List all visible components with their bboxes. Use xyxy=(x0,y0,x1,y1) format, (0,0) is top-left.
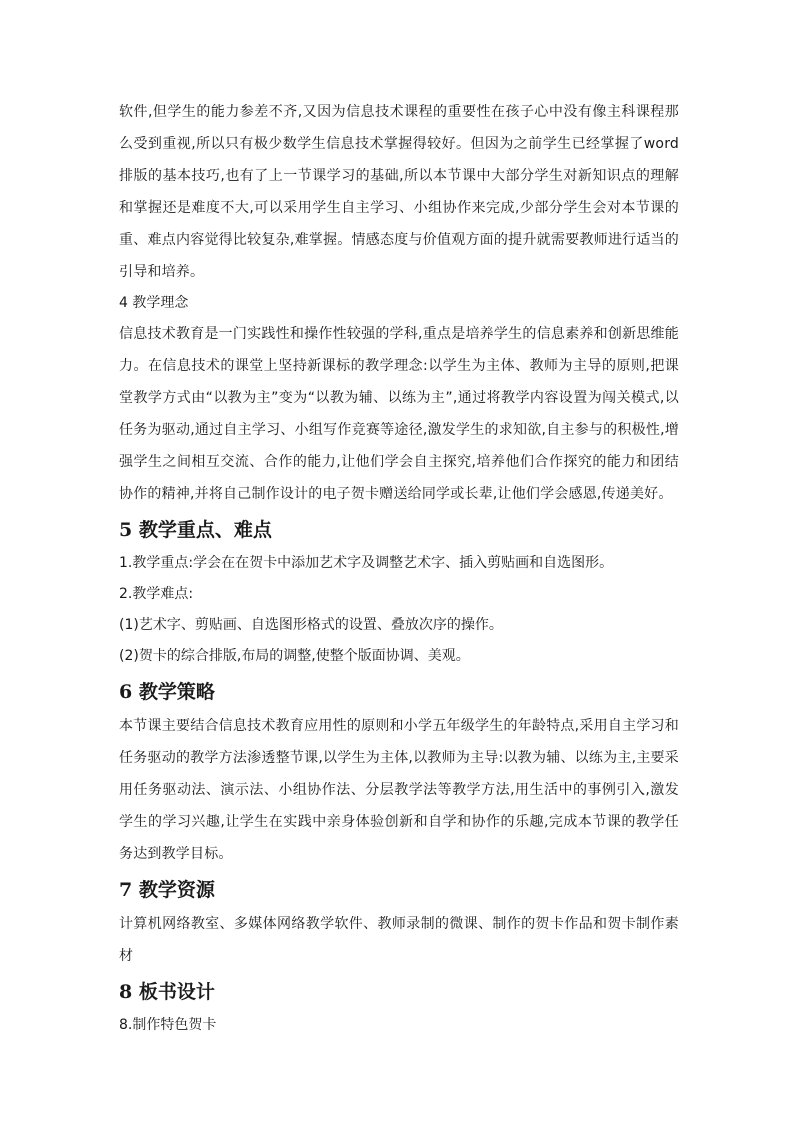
section-5-item-4: (2)贺卡的综合排版,布局的调整,使整个版面协调、美观。 xyxy=(119,648,470,664)
section-8-paragraph: 8.制作特色贺卡 xyxy=(119,1017,217,1033)
section-4-title: 4 教学理念 xyxy=(119,295,189,311)
section-7-heading: 7 教学资源 xyxy=(119,879,215,901)
section-6-paragraph: 本节课主要结合信息技术教育应用性的原则和小学五年级学生的年龄特点,采用自主学习和任务驱动的教学方法渗透整节课,以学生为主体,以教师为主导:以教为辅、以练为主,主要采用任务驱动法、演示法、小组协作法、分层教学法等教学方法,用生活中的事例引入,激发学生的学习兴趣,让学生在实践中亲身体验创新和自学和协作的乐趣,完成本节课的教学任务达到教学目标。 xyxy=(119,718,679,862)
intro-paragraph: 软件,但学生的能力参差不齐,又因为信息技术课程的重要性在孩子心中没有像主科课程那么受到重视,所以只有极少数学生信息技术掌握得较好。但因为之前学生已经掌握了word排版的基本技巧,也有了上一节课学习的基础,所以本节课中大部分学生对新知识点的理解和掌握还是难度不大,可以采用学生自主学习、小组协作来完成,少部分学生会对本节课的重、难点内容觉得比较复杂,难掌握。情感态度与价值观方面的提升就需要教师进行适当的引导和培养。 xyxy=(119,104,679,280)
section-5-item-1: 1.教学重点:学会在在贺卡中添加艺术字及调整艺术字、插入剪贴画和自选图形。 xyxy=(119,555,614,571)
section-4-paragraph: 信息技术教育是一门实践性和操作性较强的学科,重点是培养学生的信息素养和创新思维能力。在信息技术的课堂上坚持新课标的教学理念:以学生为主体、教师为主导的原则,把课堂教学方式由“以教为主”变为“以教为辅、以练为主”,通过将教学内容设置为闯关模式,以任务为驱动,通过自主学习、小组写作竞赛等途径,激发学生的求知欲,自主参与的积极性,增强学生之间相互交流、合作的能力,让他们学会自主探究,培养他们合作探究的能力和团结协作的精神,并将自己制作设计的电子贺卡赠送给同学或长辈,让他们学会感恩,传递美好。 xyxy=(119,326,679,502)
section-5-item-3: (1)艺术字、剪贴画、自选图形格式的设置、叠放次序的操作。 xyxy=(119,617,503,633)
section-5-item-2: 2.教学难点: xyxy=(119,586,194,602)
section-7-paragraph: 计算机网络教室、多媒体网络教学软件、教师录制的微课、制作的贺卡作品和贺卡制作素材 xyxy=(119,916,679,964)
section-8-heading: 8 板书设计 xyxy=(119,981,215,1003)
section-5-heading: 5 教学重点、难点 xyxy=(119,519,272,541)
document-page xyxy=(119,96,679,1041)
section-6-heading: 6 教学策略 xyxy=(119,681,215,703)
